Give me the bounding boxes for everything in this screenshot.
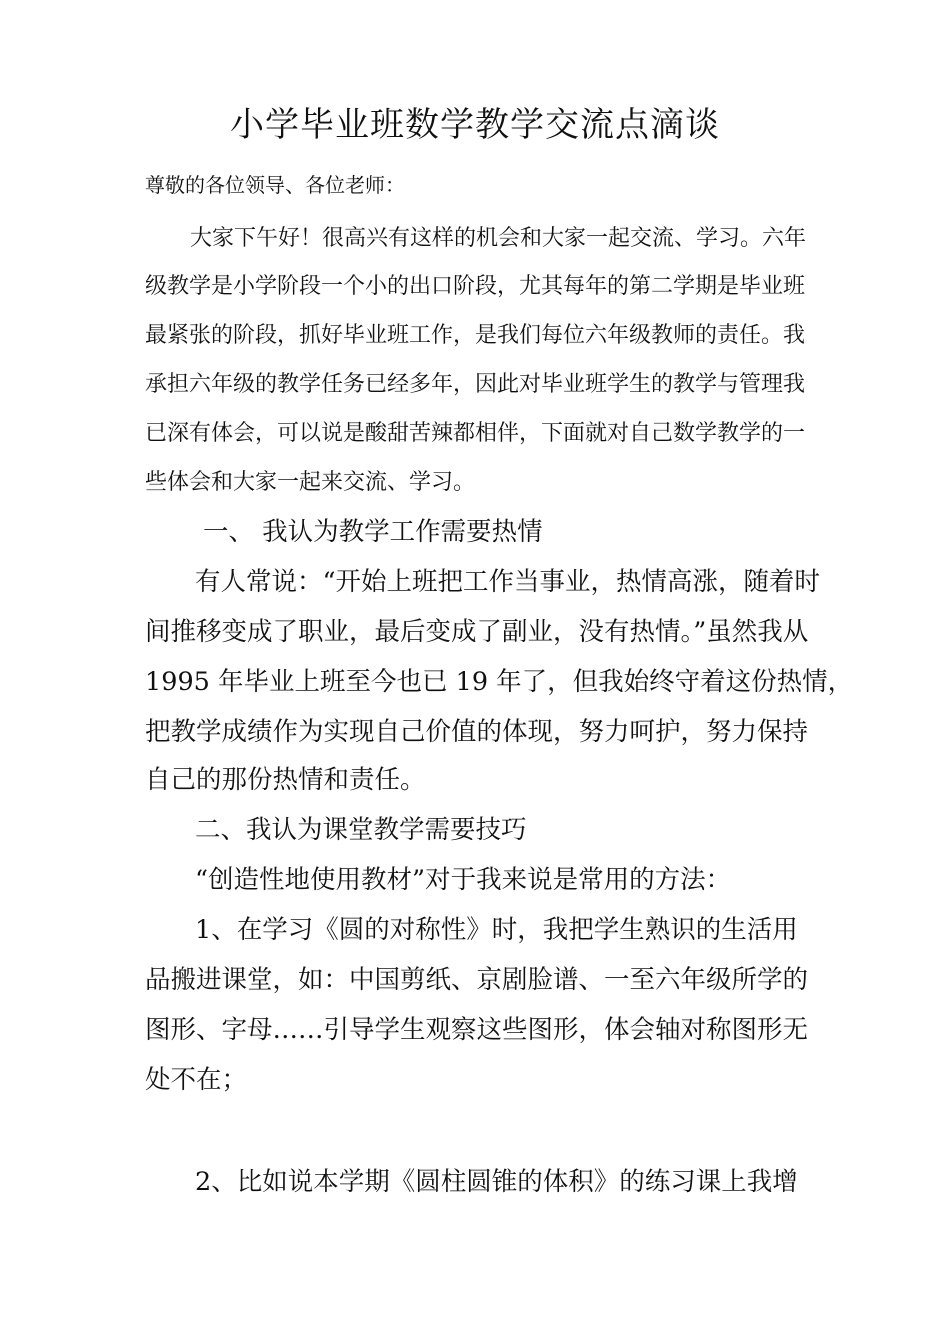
intro-line: 些体会和大家一起来交流、学习。 [145, 470, 476, 495]
intro-line: 级教学是小学阶段一个小的出口阶段，尤其每年的第二学期是毕业班 [145, 274, 806, 299]
body-line: 1995 年毕业上班至今也已 19 年了，但我始终守着这份热情， [145, 667, 854, 697]
intro-line: 最紧张的阶段，抓好毕业班工作，是我们每位六年级教师的责任。我 [145, 323, 806, 348]
list-item-line: 1、在学习《圆的对称性》时，我把学生熟识的生活用 [195, 915, 798, 945]
list-item-line: 2、比如说本学期《圆柱圆锥的体积》的练习课上我增 [195, 1167, 798, 1197]
intro-line: 大家下午好！很高兴有这样的机会和大家一起交流、学习。六年 [190, 226, 807, 251]
salutation: 尊敬的各位领导、各位老师： [145, 173, 405, 197]
body-line: “创造性地使用教材”对于我来说是常用的方法： [195, 865, 732, 895]
intro-line: 承担六年级的教学任务已经多年，因此对毕业班学生的教学与管理我 [145, 372, 806, 397]
body-line: 自己的那份热情和责任。 [145, 765, 426, 795]
list-item-line: 处不在； [145, 1065, 248, 1095]
section-heading: 二、我认为课堂教学需要技巧 [195, 815, 527, 845]
body-line: 有人常说：“开始上班把工作当事业，热情高涨，随着时 [195, 567, 821, 597]
body-line: 间推移变成了职业，最后变成了副业，没有热情。”虽然我从 [145, 617, 809, 647]
intro-line: 已深有体会，可以说是酸甜苦辣都相伴，下面就对自己数学教学的一 [145, 421, 806, 446]
document-title: 小学毕业班数学教学交流点滴谈 [230, 105, 720, 145]
list-item-line: 图形、字母……引导学生观察这些图形，体会轴对称图形无 [145, 1015, 809, 1045]
body-line: 把教学成绩作为实现自己价值的体现，努力呵护，努力保持 [145, 717, 809, 747]
section-heading: 一、 我认为教学工作需要热情 [203, 517, 543, 547]
list-item-line: 品搬进课堂，如：中国剪纸、京剧脸谱、一至六年级所学的 [145, 965, 809, 995]
